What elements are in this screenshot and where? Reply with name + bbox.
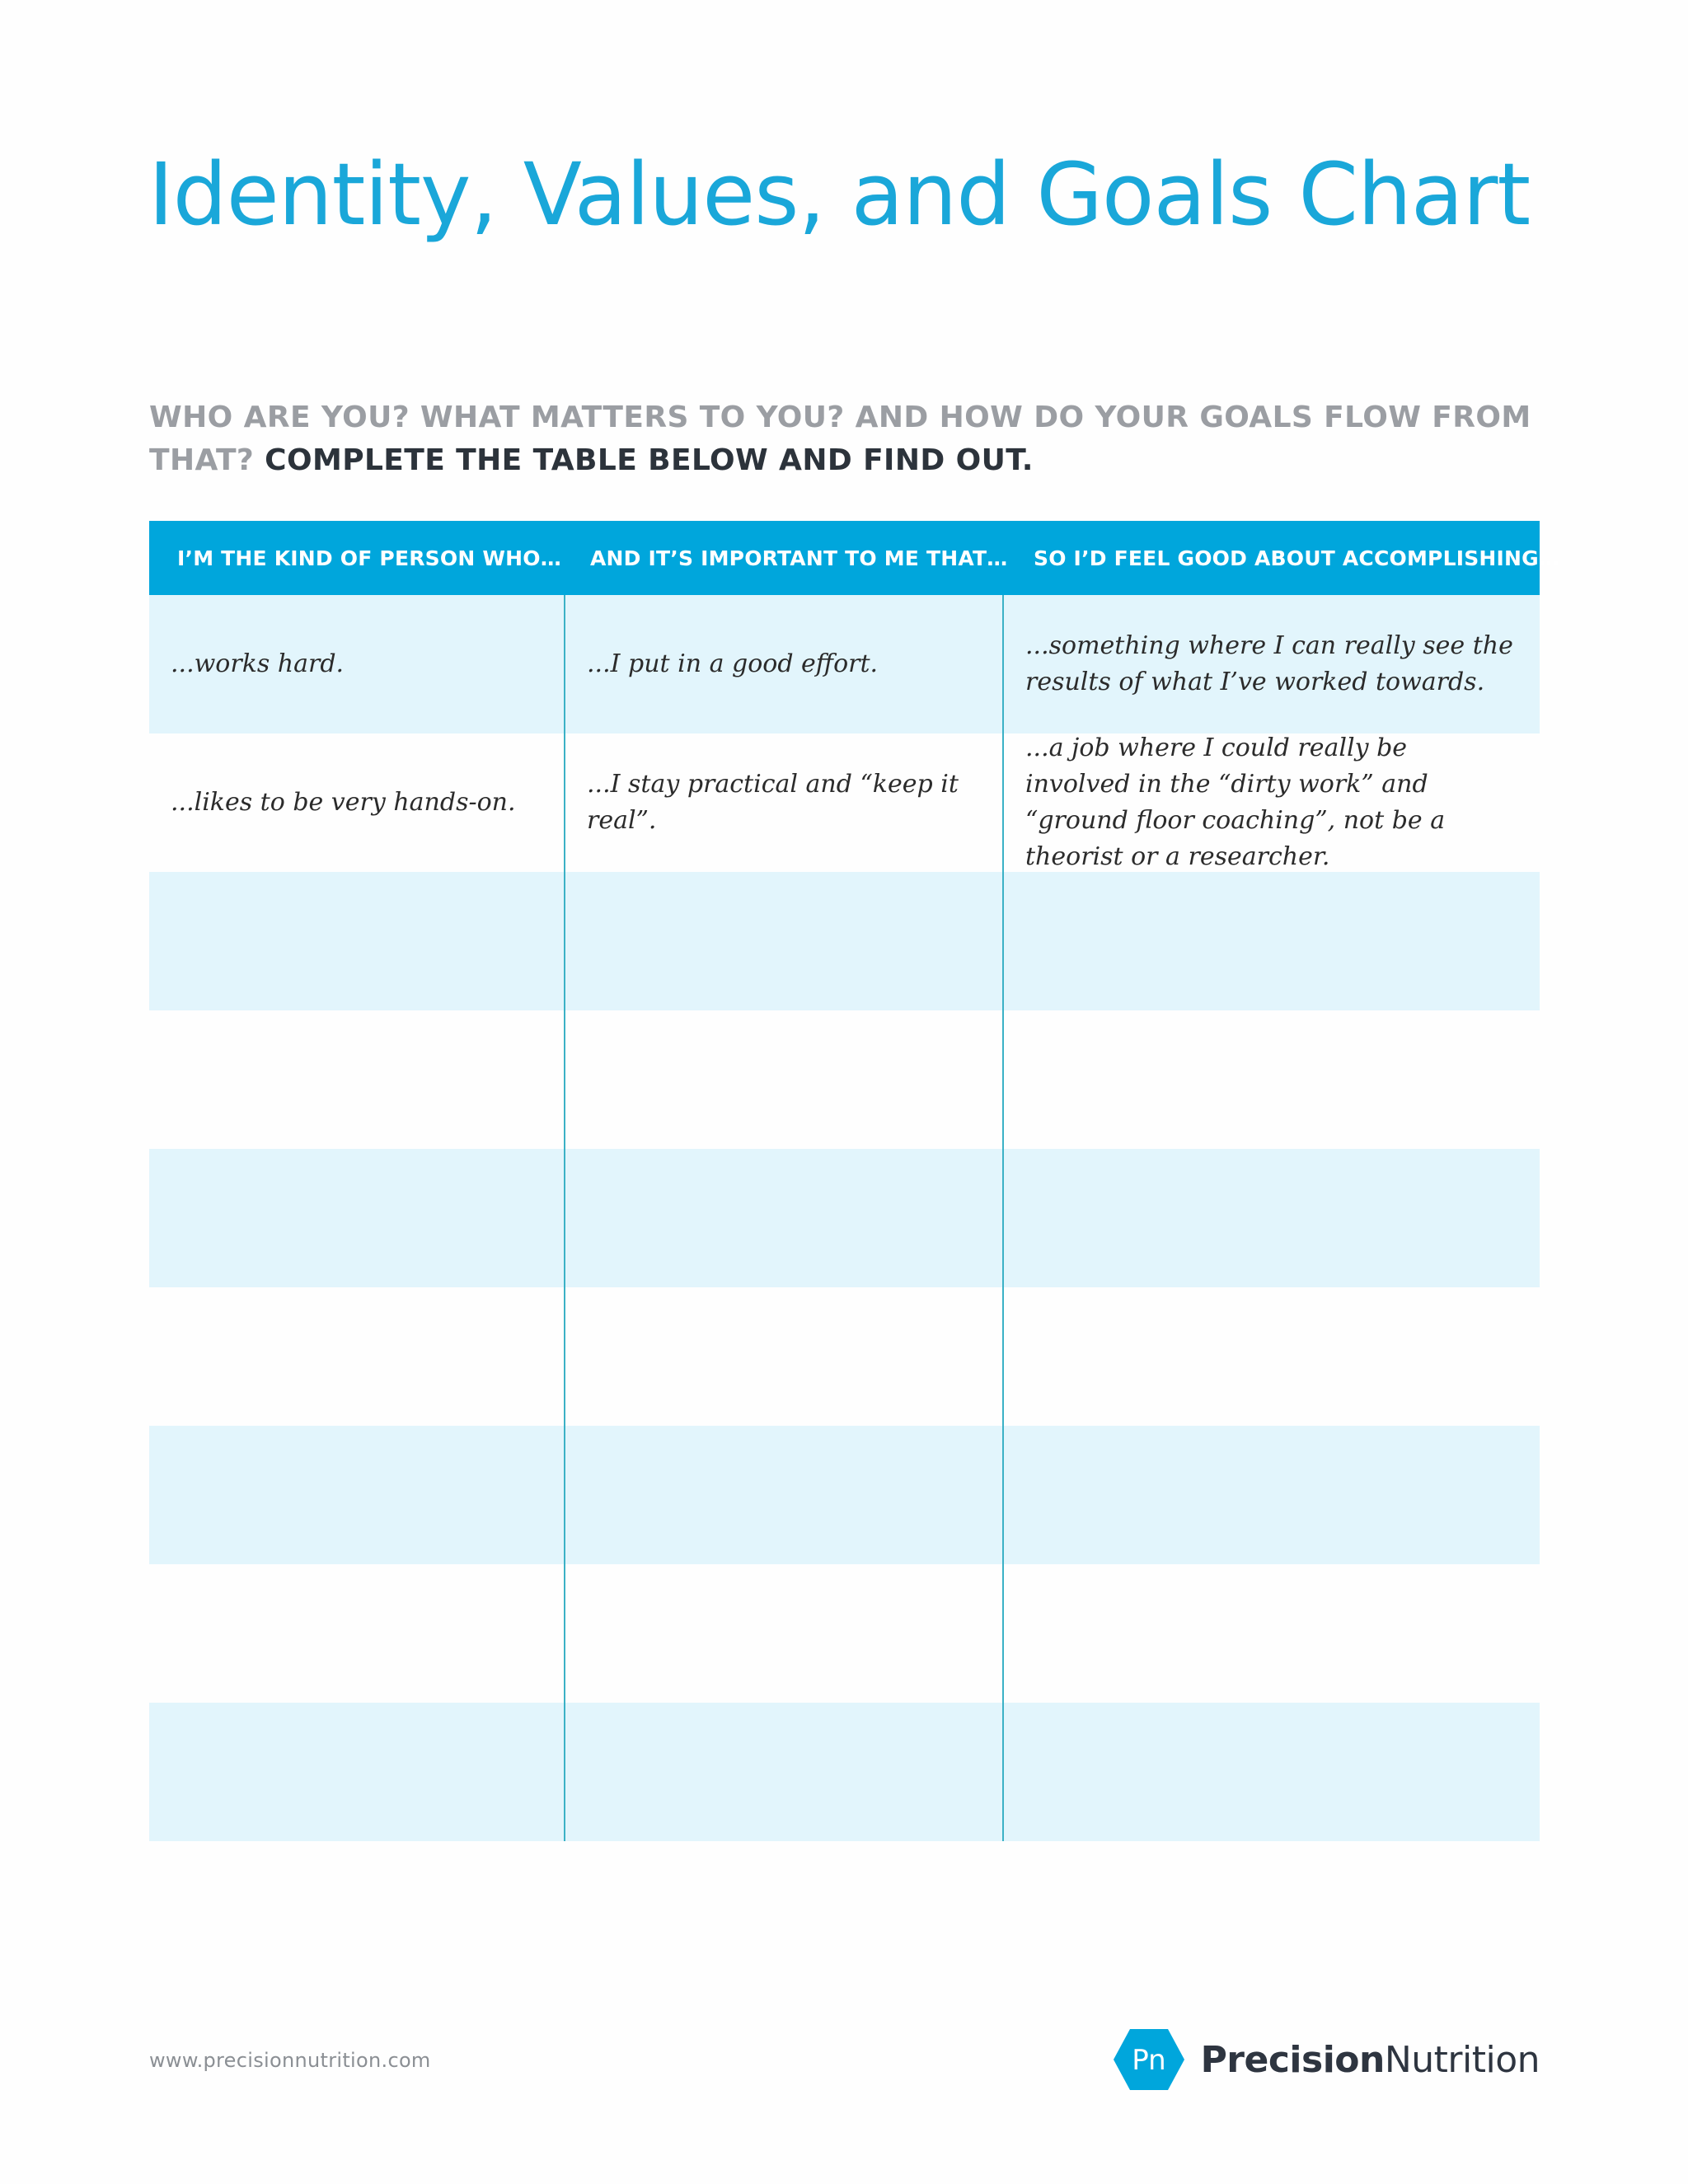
table-header [149,521,1560,595]
table-row [149,595,1540,733]
goals-cell[interactable] [1002,872,1540,1010]
identity-cell[interactable] [149,1564,564,1703]
identity-cell[interactable] [149,1426,564,1564]
header-identity: I’M THE KIND OF PERSON WHO… [177,546,561,570]
table-row [149,1564,1540,1703]
identity-cell[interactable] [149,1010,564,1149]
table-row [149,1426,1540,1564]
table-row [149,1287,1540,1426]
table-row [149,733,1540,872]
identity-cell[interactable]: ...works hard. [171,649,345,678]
goals-cell[interactable] [1002,1703,1540,1841]
values-cell[interactable] [564,1564,1002,1703]
brand-name-regular: Nutrition [1384,2038,1540,2081]
brand-name [1201,2039,1540,2081]
values-cell[interactable]: ...I stay practical and “keep it real”. [564,733,1002,872]
brand-name-bold: Precision [1200,2038,1385,2081]
table-row [149,872,1540,1010]
goals-cell[interactable]: ...something where I can really see the results of what I’ve worked towards. [1002,595,1540,733]
intro-question: WHO ARE YOU? WHAT MATTERS TO YOU? AND HOW DO YOUR GOALS FLOW FROM THAT? [149,401,1531,477]
values-cell[interactable] [564,1287,1002,1426]
pn-mark-text: Pn [1131,2044,1166,2077]
intro-instruction: COMPLETE THE TABLE BELOW AND FIND OUT. [265,443,1034,477]
goals-cell[interactable] [1002,1426,1540,1564]
identity-cell[interactable] [149,1149,564,1287]
header-goals: SO I’D FEEL GOOD ABOUT ACCOMPLISHING… [1034,546,1560,570]
identity-cell[interactable] [149,872,564,1010]
identity-values-goals-table [149,521,1560,1841]
goals-cell[interactable] [1002,1010,1540,1149]
values-cell[interactable] [564,872,1002,1010]
header-values: AND IT’S IMPORTANT TO ME THAT… [590,546,1008,570]
page-title: Identity, Values, and Goals Chart [148,144,1531,245]
values-cell[interactable]: ...I put in a good effort. [564,595,1002,733]
pn-hexagon-icon [1112,2027,1186,2093]
values-cell[interactable] [564,1426,1002,1564]
goals-cell[interactable]: ...a job where I could really be involved in the “dirty work” and “ground floor coaching”, not be a theorist or a researcher. [1002,733,1540,872]
values-cell[interactable] [564,1703,1002,1841]
footer-url[interactable]: www.precisionnutrition.com [149,2049,431,2072]
precision-nutrition-logo [1112,2027,1540,2093]
table-row [149,1010,1540,1149]
intro-text [149,396,1550,482]
goals-cell[interactable] [1002,1149,1540,1287]
goals-cell[interactable] [1002,1564,1540,1703]
values-cell[interactable] [564,1010,1002,1149]
identity-cell[interactable]: ...likes to be very hands-on. [171,788,516,817]
identity-cell[interactable] [149,1287,564,1426]
goals-cell[interactable] [1002,1287,1540,1426]
table-row [149,1149,1540,1287]
identity-cell[interactable] [149,1703,564,1841]
table-row [149,1703,1540,1841]
values-cell[interactable] [564,1149,1002,1287]
